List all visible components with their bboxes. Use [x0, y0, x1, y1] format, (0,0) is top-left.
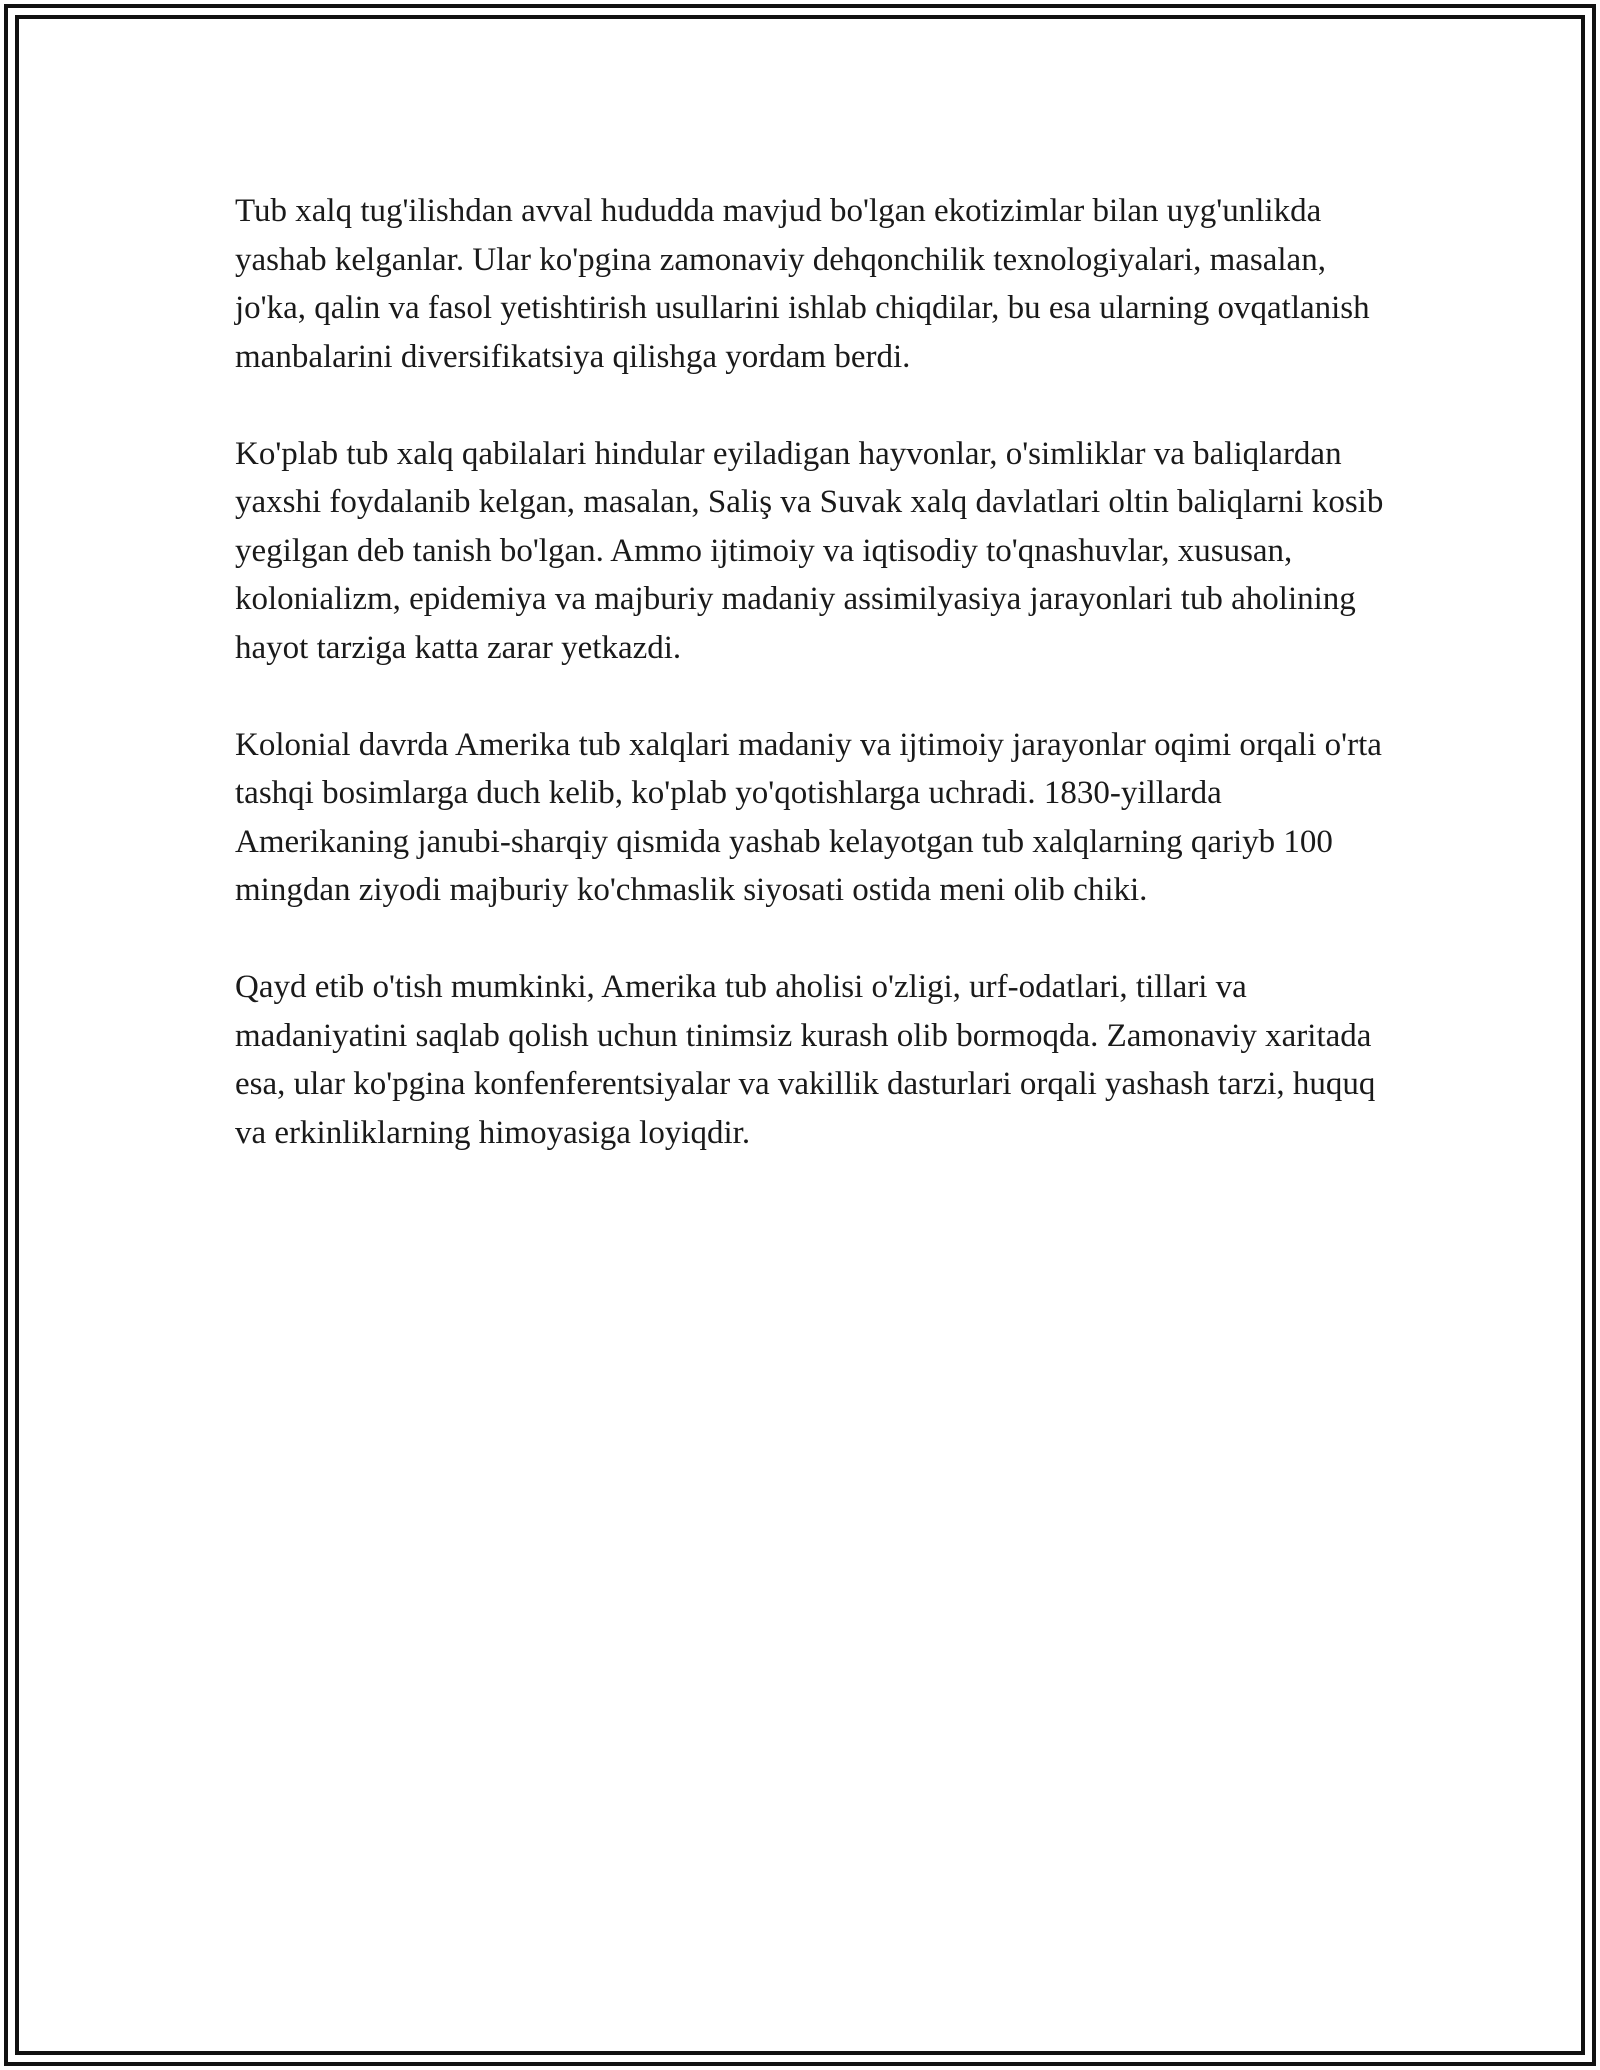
- document-body: [235, 187, 1385, 1206]
- paragraph-2: Ko'plab tub xalq qabilalari hindular eyiladigan hayvonlar, o'simliklar va baliqlardan yaxshi foydalanib kelgan, masalan, Saliş va Suvak xalq davlatlari oltin baliqlarni kosib yegilgan deb tanish bo'lgan. Ammo ijtimoiy va iqtisodiy to'qnashuvlar, xususan, kolonializm, epidemiya va majburiy madaniy assimilyasiya jarayonlari tub aholining hayot tarziga katta zarar yetkazdi.: [235, 435, 1384, 666]
- paragraph-1: Tub xalq tug'ilishdan avval hududda mavjud bo'lgan ekotizimlar bilan uyg'unlikda yashab kelganlar. Ular ko'pgina zamonaviy dehqonchilik texnologiyalari, masalan, jo'ka, qalin va fasol yetishtirish usullarini ishlab chiqdilar, bu esa ularning ovqatlanish manbalarini diversifikatsiya qilishga yordam berdi.: [235, 193, 1370, 375]
- paragraph-4: Qayd etib o'tish mumkinki, Amerika tub aholisi o'zligi, urf-odatlari, tillari va madaniyatini saqlab qolish uchun tinimsiz kurash olib bormoqda. Zamonaviy xaritada esa, ular ko'pgina konfenferentsiyalar va vakillik dasturlari orqali yashash tarzi, huquq va erkinliklarning himoyasiga loyiqdir.: [235, 969, 1376, 1151]
- paragraph-3: Kolonial davrda Amerika tub xalqlari madaniy va ijtimoiy jarayonlar oqimi orqali o'rta tashqi bosimlarga duch kelib, ko'plab yo'qotishlarga uchradi. 1830-yillarda Amerikaning janubi-sharqiy qismida yashab kelayotgan tub xalqlarning qariyb 100 mingdan ziyodi majburiy ko'chmaslik siyosati ostida meni olib chiki.: [235, 726, 1382, 908]
